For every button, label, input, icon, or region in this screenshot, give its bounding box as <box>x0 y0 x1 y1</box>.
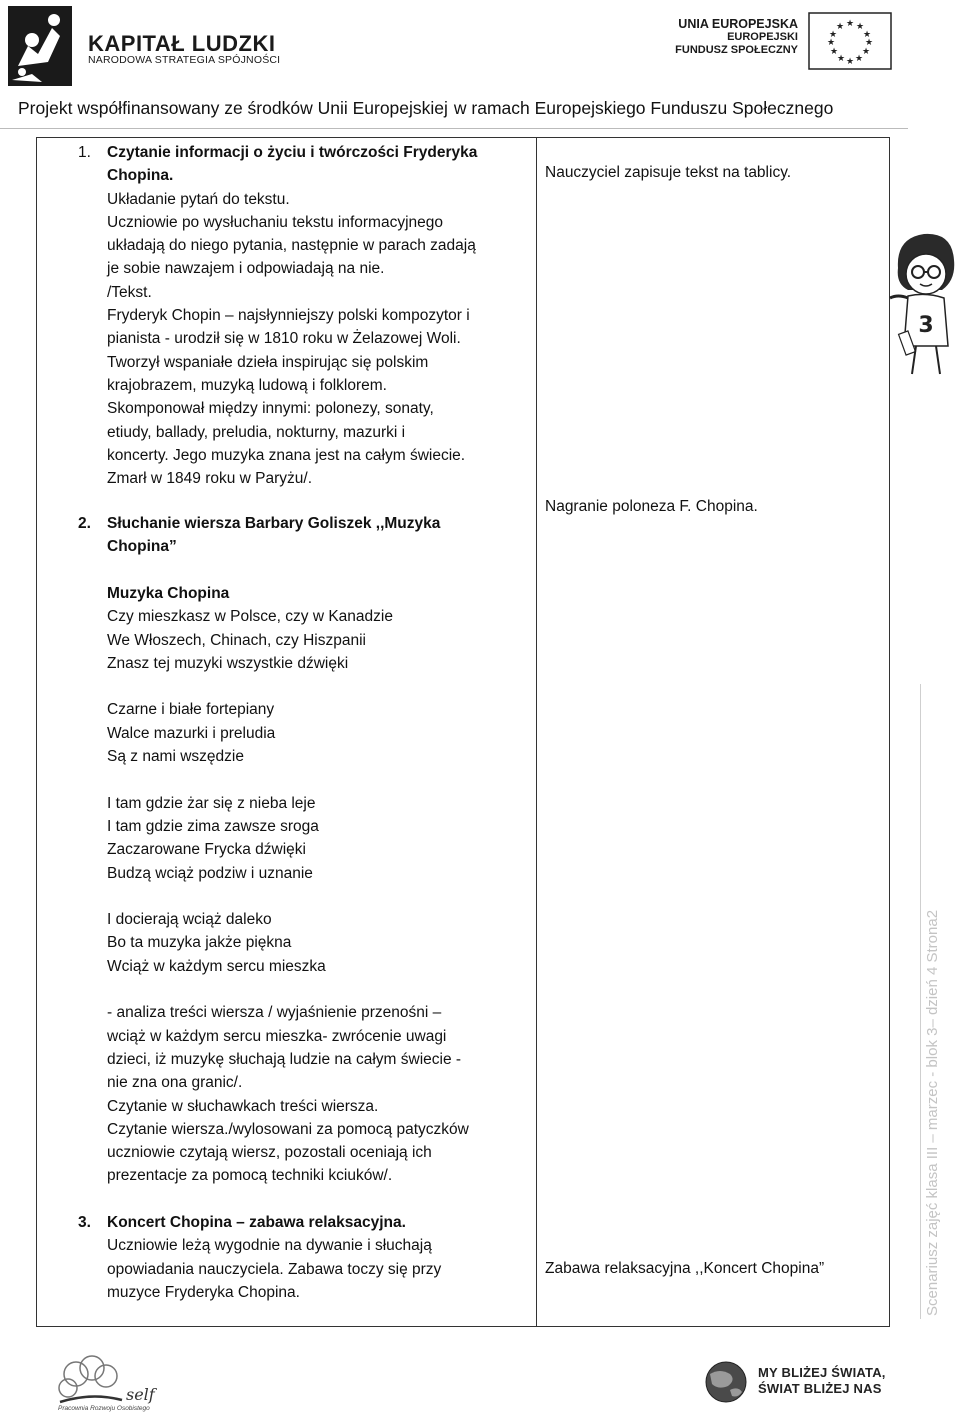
section-3-line: muzyce Fryderyka Chopina. <box>107 1283 300 1301</box>
table-column-divider <box>536 137 537 1327</box>
poem-line: We Włoszech, Chinach, czy Hiszpanii <box>107 631 366 649</box>
kapital-ludzki-logo <box>8 6 72 86</box>
analysis-line: Czytanie wiersza./wylosowani za pomocą patyczków <box>107 1120 469 1138</box>
section-2-title-line-1: Słuchanie wiersza Barbary Goliszek ,,Muzyka <box>107 515 441 532</box>
section-2-number: 2. <box>78 515 91 532</box>
eu-flag-logo <box>808 12 892 70</box>
svg-text:★: ★ <box>864 38 874 48</box>
analysis-line: wciąż w każdym sercu mieszka- zwrócenie uwagi <box>107 1027 447 1045</box>
project-funding-part-a: Projekt współfinansowany ze środków Unii Europejskiej <box>18 98 448 118</box>
footer-slogan-line-1: MY BLIŻEJ ŚWIATA, <box>758 1365 886 1380</box>
section-1-line: Uczniowie po wysłuchaniu tekstu informacyjnego <box>107 213 443 231</box>
mascot-number-3: 3 <box>918 313 934 338</box>
section-1-line: układają do niego pytania, następnie w parach zadają <box>107 237 476 255</box>
poem-line: Czy mieszkasz w Polsce, czy w Kanadzie <box>107 608 393 626</box>
poem-line: I tam gdzie zima zawsze sroga <box>107 817 319 835</box>
poem <box>107 582 532 1188</box>
section-1-line: Zmarł w 1849 roku w Paryżu/. <box>107 470 313 488</box>
poem-line: I tam gdzie żar się z nieba leje <box>107 794 316 812</box>
project-funding-line <box>18 98 833 119</box>
poem-line: Są z nami wszędzie <box>107 748 244 766</box>
svg-text:★: ★ <box>835 22 845 32</box>
section-1-line: Skomponował między innymi: polonezy, sonaty, <box>107 400 434 418</box>
section-1-teacher-note: Nauczyciel zapisuje tekst na tablicy. <box>545 164 792 181</box>
poem-line: Bo ta muzyka jakże piękna <box>107 934 292 952</box>
svg-text:★: ★ <box>845 57 855 67</box>
kapital-ludzki-title: KAPITAŁ LUDZKI <box>88 31 276 56</box>
analysis-line: uczniowie czytają wiersz, pozostali oceniają ich <box>107 1144 432 1162</box>
section-3-title: Koncert Chopina – zabawa relaksacyjna. <box>107 1214 406 1231</box>
poem-line: Czarne i białe fortepiany <box>107 701 275 719</box>
poem-line: Znasz tej muzyki wszystkie dźwięki <box>107 654 349 672</box>
section-1-title-line-1: Czytanie informacji o życiu i twórczości Fryderyka <box>107 144 478 161</box>
poem-line: I docierają wciąż daleko <box>107 911 272 929</box>
svg-text:★: ★ <box>829 47 839 57</box>
section-1-line: koncerty. Jego muzyka znana jest na całym świecie. <box>107 446 466 464</box>
self-caption: Pracownia Rozwoju Osobistego <box>58 1405 150 1412</box>
section-3-line: Uczniowie leżą wygodnie na dywanie i słuchają <box>107 1237 432 1255</box>
section-1-line: Fryderyk Chopin – najsłynniejszy polski kompozytor i <box>107 307 470 325</box>
eu-line-3: FUNDUSZ SPOŁECZNY <box>675 44 798 56</box>
globe-logo <box>700 1356 752 1408</box>
eu-fund-text <box>640 18 798 57</box>
section-1-line: krajobrazem, muzyką ludową i folklorem. <box>107 376 387 394</box>
svg-text:★: ★ <box>854 54 864 64</box>
side-caption-rule <box>920 684 921 1319</box>
poem-line: Wciąż w każdym sercu mieszka <box>107 957 326 975</box>
poem-line: Zaczarowane Frycka dźwięki <box>107 841 306 859</box>
header-divider <box>0 128 908 129</box>
analysis-line: nie zna ona granic/. <box>107 1074 243 1092</box>
analysis-line: prezentacje za pomocą techniki kciuków/. <box>107 1167 393 1185</box>
footer-slogan <box>758 1365 886 1397</box>
analysis-line: - analiza treści wiersza / wyjaśnienie przenośni – <box>107 1004 442 1022</box>
svg-text:★: ★ <box>828 30 838 40</box>
section-1-line: Układanie pytań do tekstu. <box>107 190 290 208</box>
analysis-line: dzieci, iż muzykę słuchają ludzie na całym świecie - <box>107 1050 462 1068</box>
poem-line: Budzą wciąż podziw i uznanie <box>107 864 313 882</box>
section-1-number: 1. <box>78 144 91 161</box>
svg-text:★: ★ <box>862 30 872 40</box>
section-1-line: etiudy, ballady, preludia, nokturny, mazurki i <box>107 423 406 441</box>
poem-line: Walce mazurki i preludia <box>107 724 276 742</box>
section-2-note: Nagranie poloneza F. Chopina. <box>545 498 758 515</box>
side-page-caption: Scenariusz zajęć klasa III – marzec - blok 3– dzień 4 Strona2 <box>924 909 941 1316</box>
section-1-title-line-2: Chopina. <box>107 167 174 185</box>
section-1-line: Tworzył wspaniałe dzieła inspirując się polskim <box>107 353 429 371</box>
kapital-ludzki-subtitle: NARODOWA STRATEGIA SPÓJNOŚCI <box>88 54 281 66</box>
section-3-line: opowiadania nauczyciela. Zabawa toczy się przy <box>107 1260 442 1278</box>
student-mascot-illustration <box>888 228 960 378</box>
svg-text:★: ★ <box>826 38 836 48</box>
section-2-title-line-2: Chopina” <box>107 538 177 556</box>
self-logo-text: self <box>126 1385 155 1404</box>
section-1-line: je sobie nawzajem i odpowiadają na nie. <box>107 260 385 278</box>
footer-slogan-line-2: ŚWIAT BLIŻEJ NAS <box>758 1381 882 1396</box>
section-1-line: pianista - urodził się w 1810 roku w Żelazowej Woli. <box>107 330 461 348</box>
svg-text:★: ★ <box>861 47 871 57</box>
poem-title: Muzyka Chopina <box>107 585 230 602</box>
section-3-number: 3. <box>78 1214 91 1231</box>
eu-line-2: EUROPEJSKI <box>727 31 798 43</box>
analysis-line: Czytanie w słuchawkach treści wiersza. <box>107 1097 379 1115</box>
eu-line-1: UNIA EUROPEJSKA <box>678 17 798 31</box>
svg-text:★: ★ <box>855 22 865 32</box>
section-1-line: /Tekst. <box>107 283 152 301</box>
project-funding-part-b: w ramach Europejskiego Funduszu Społecznego <box>453 98 834 118</box>
svg-text:★: ★ <box>836 54 846 64</box>
section-3-note: Zabawa relaksacyjna ,,Koncert Chopina” <box>545 1260 825 1277</box>
svg-text:★: ★ <box>845 19 855 29</box>
